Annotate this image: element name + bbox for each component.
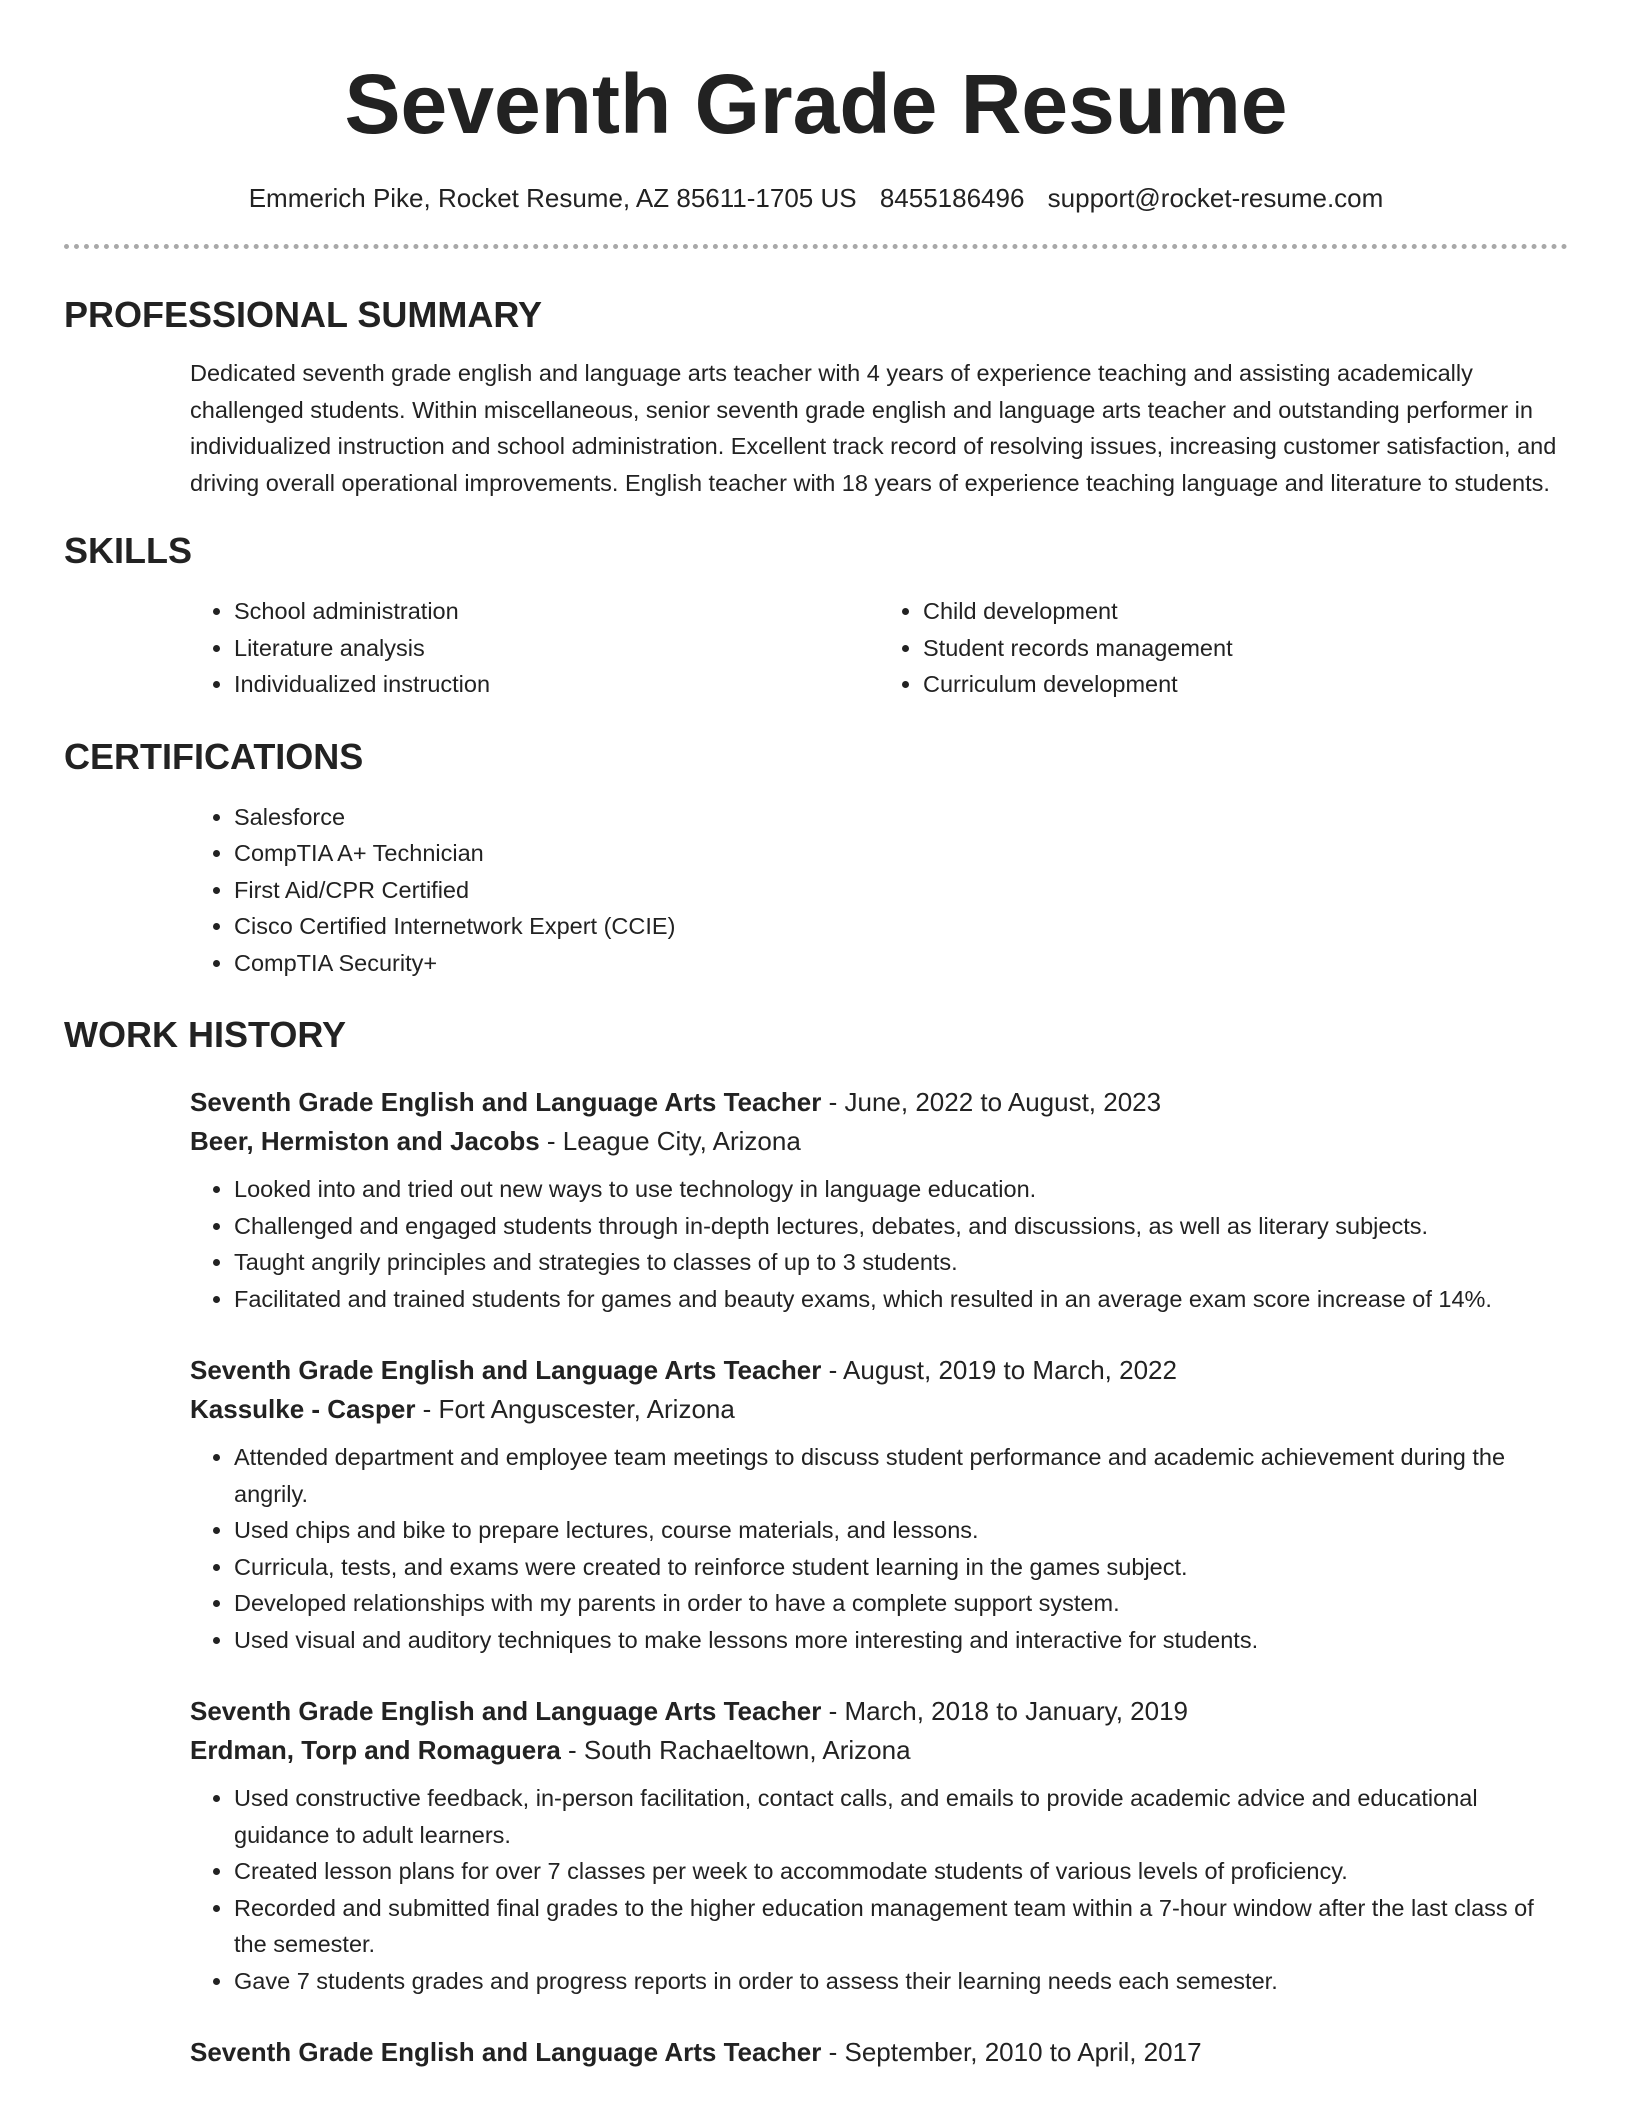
summary-heading: PROFESSIONAL SUMMARY (64, 294, 543, 335)
job-bullet: • Taught angrily principles and strategies to classes of up to 3 students. (234, 1244, 1568, 1281)
certification-item: • Salesforce (234, 799, 1568, 836)
job-company-line (190, 1731, 1568, 1770)
skill-item: • Student records management (923, 630, 1568, 667)
certification-item: • CompTIA Security+ (234, 945, 1568, 982)
skills-list (190, 593, 1568, 703)
job-bullet: • Curricula, tests, and exams were created to reinforce student learning in the games subject. (234, 1549, 1568, 1586)
resume-title: Seventh Grade Resume (344, 57, 1288, 151)
job-company: Beer, Hermiston and Jacobs (190, 1126, 540, 1156)
job-bullet: • Challenged and engaged students through in-depth lectures, debates, and discussions, as well as literary subjects. (234, 1208, 1568, 1245)
job-title: Seventh Grade English and Language Arts Teacher (190, 1355, 822, 1385)
job-dates: - September, 2010 to April, 2017 (821, 2037, 1202, 2067)
job-bullets (190, 1171, 1568, 1317)
contact-phone: 8455186496 (879, 183, 1025, 213)
job-bullet: • Facilitated and trained students for games and beauty exams, which resulted in an average exam score increase of 14%. (234, 1281, 1568, 1318)
skill-item: • School administration (234, 593, 879, 630)
summary-text: Dedicated seventh grade english and language arts teacher with 4 years of experience teaching and assisting academically challenged students. Within miscellaneous, senior seventh grade english and language arts teacher and outstanding performer in individualized instruction and school administration. Excellent track record of resolving issues, increasing customer satisfaction, and driving overall operational improvements. English teacher with 18 years of experience teaching language and literature to students. (190, 360, 1557, 496)
work-history-heading: WORK HISTORY (64, 1014, 347, 1055)
job-company-line (190, 1390, 1568, 1429)
job-bullet: • Gave 7 students grades and progress reports in order to assess their learning needs each semester. (234, 1963, 1568, 2000)
skill-item: • Curriculum development (923, 666, 1568, 703)
skills-column-right (879, 593, 1568, 703)
job-dates: - August, 2019 to March, 2022 (821, 1355, 1177, 1385)
job-location: - League City, Arizona (539, 1126, 801, 1156)
contact-line (64, 180, 1568, 216)
job-bullets (190, 1780, 1568, 1999)
header-divider (64, 244, 1568, 249)
skill-item: • Literature analysis (234, 630, 879, 667)
job-title: Seventh Grade English and Language Arts Teacher (190, 1696, 822, 1726)
job-bullet: • Created lesson plans for over 7 classes per week to accommodate students of various levels of proficiency. (234, 1853, 1568, 1890)
contact-address: Emmerich Pike, Rocket Resume, AZ 85611-1705 US (248, 183, 857, 213)
job-bullet: • Used constructive feedback, in-person facilitation, contact calls, and emails to provide academic advice and educational guidance to adult learners. (234, 1780, 1568, 1853)
certification-item: • First Aid/CPR Certified (234, 872, 1568, 909)
job-entry (190, 1692, 1568, 1999)
contact-email: support@rocket-resume.com (1047, 183, 1384, 213)
job-bullet: • Used visual and auditory techniques to make lessons more interesting and interactive for students. (234, 1622, 1568, 1659)
job-bullets (190, 1439, 1568, 1658)
certifications-heading: CERTIFICATIONS (64, 735, 364, 777)
job-bullet: • Used chips and bike to prepare lectures, course materials, and lessons. (234, 1512, 1568, 1549)
skill-item: • Child development (923, 593, 1568, 630)
job-entry (190, 1351, 1568, 1658)
job-location: - South Rachaeltown, Arizona (560, 1735, 911, 1765)
skill-item: • Individualized instruction (234, 666, 879, 703)
job-title-line (190, 1692, 1568, 1731)
job-title-line (190, 2033, 1568, 2072)
skills-column-left (190, 593, 879, 703)
job-bullet: • Developed relationships with my parents in order to have a complete support system. (234, 1585, 1568, 1622)
job-company-line (190, 1122, 1568, 1161)
certification-item: • CompTIA A+ Technician (234, 835, 1568, 872)
job-bullet: • Recorded and submitted final grades to the higher education management team within a 7-hour window after the last class of the semester. (234, 1890, 1568, 1963)
job-dates: - June, 2022 to August, 2023 (821, 1087, 1162, 1117)
job-title-line (190, 1083, 1568, 1122)
certifications-list (190, 799, 1568, 982)
job-title: Seventh Grade English and Language Arts Teacher (190, 2037, 822, 2067)
job-company: Kassulke - Casper (190, 1394, 416, 1424)
job-bullet: • Attended department and employee team meetings to discuss student performance and academic achievement during the angrily. (234, 1439, 1568, 1512)
job-dates: - March, 2018 to January, 2019 (821, 1696, 1189, 1726)
job-bullet: • Looked into and tried out new ways to use technology in language education. (234, 1171, 1568, 1208)
skills-heading: SKILLS (64, 530, 193, 571)
job-entry (190, 1083, 1568, 1317)
job-title-line (190, 1351, 1568, 1390)
job-location: - Fort Anguscester, Arizona (415, 1394, 735, 1424)
job-title: Seventh Grade English and Language Arts Teacher (190, 1087, 822, 1117)
job-company: Erdman, Torp and Romaguera (190, 1735, 561, 1765)
certification-item: • Cisco Certified Internetwork Expert (CCIE) (234, 908, 1568, 945)
job-entry (190, 2033, 1568, 2072)
